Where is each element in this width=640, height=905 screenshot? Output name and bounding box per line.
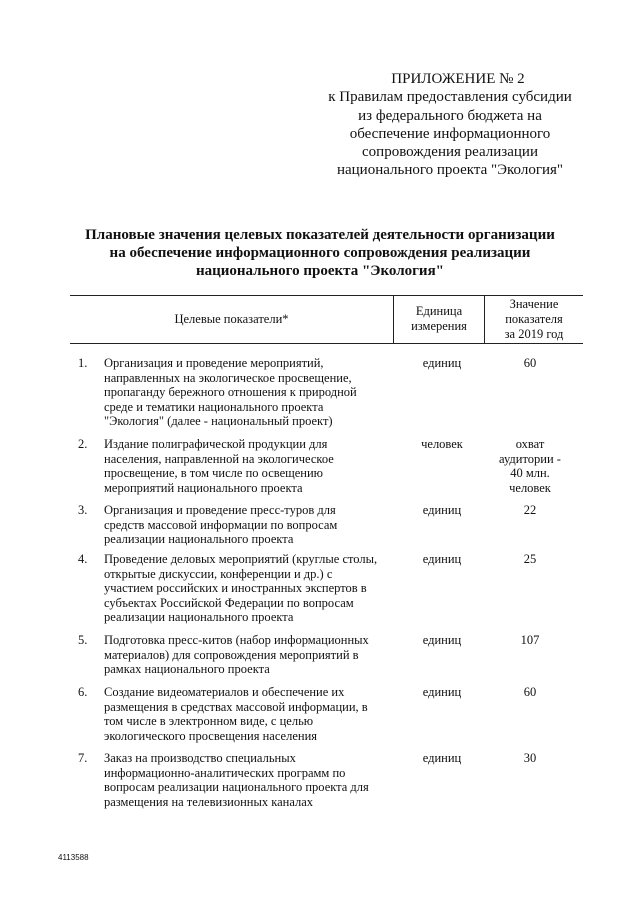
row-description: Заказ на производство специальных информационно-аналитических программ по вопросам реализации национального проекта для размещения на телевизионных каналах [104, 751, 369, 809]
title-line: на обеспечение информационного сопровождения реализации [109, 245, 531, 261]
table-header-bottom-rule [70, 343, 583, 344]
row-unit: единиц [422, 633, 462, 647]
row-description: Проведение деловых мероприятий (круглые столы, открытые дискуссии, конференции и др.) с участием российских и иностранных экспертов в субъектах Российской Федерации по вопросам реализации национального проекта [104, 552, 378, 624]
row-unit: человек [421, 437, 463, 451]
row-value: 60 [523, 356, 537, 370]
title-line: Плановые значения целевых показателей деятельности организации [85, 227, 555, 243]
row-value: 60 [523, 685, 537, 699]
row-value: 25 [523, 552, 537, 566]
row-value: 30 [523, 751, 537, 765]
header-value: Значение показателя за 2019 год [504, 297, 564, 341]
row-number: 6. [78, 685, 88, 699]
row-number: 3. [78, 503, 88, 517]
document-title [40, 226, 600, 280]
appendix-line: обеспечение информационного [349, 125, 551, 142]
appendix-line: национального проекта "Экология" [336, 162, 564, 179]
row-description: Подготовка пресс-китов (набор информационных материалов) для сопровождения мероприятий в рамках национального проекта [104, 633, 369, 676]
header-indicators: Целевые показатели* [174, 312, 289, 326]
row-description: Издание полиграфической продукции для населения, направленной на экологическое просвещение, в том числе по освещению мероприятий национального проекта [104, 437, 334, 495]
row-unit: единиц [422, 552, 462, 566]
row-value: 107 [520, 633, 540, 647]
row-description: Организация и проведение пресс-туров для средств массовой информации по вопросам реализации национального проекта [104, 503, 338, 546]
row-value: охват аудитории - 40 млн. человек [499, 437, 561, 495]
appendix-line: сопровождения реализации [362, 144, 538, 161]
row-value: 22 [523, 503, 537, 517]
row-number: 4. [78, 552, 88, 566]
table-header-top-rule [70, 295, 583, 296]
row-number: 7. [78, 751, 88, 765]
row-unit: единиц [422, 356, 462, 370]
row-description: Создание видеоматериалов и обеспечение их размещения в средствах массовой информации, в том числе в электронном виде, с целью экологического просвещения населения [104, 685, 368, 743]
row-number: 5. [78, 633, 88, 647]
appendix-heading: ПРИЛОЖЕНИЕ № 2 [391, 71, 525, 87]
title-line: национального проекта "Экология" [195, 263, 445, 279]
appendix-line: к Правилам предоставления субсидии [328, 89, 572, 106]
header-unit: Единица измерения [411, 304, 467, 333]
row-description: Организация и проведение мероприятий, направленных на экологическое просвещение, пропаганду бережного отношения к природной среде и тематики национального проекта "Экология" (далее - национальный проект) [104, 356, 357, 428]
row-unit: единиц [422, 503, 462, 517]
document-id: 4113588 [58, 853, 89, 862]
row-unit: единиц [422, 751, 462, 765]
row-number: 1. [78, 356, 88, 370]
row-unit: единиц [422, 685, 462, 699]
row-number: 2. [78, 437, 88, 451]
appendix-line: из федерального бюджета на [358, 107, 542, 124]
appendix-header [290, 70, 610, 180]
